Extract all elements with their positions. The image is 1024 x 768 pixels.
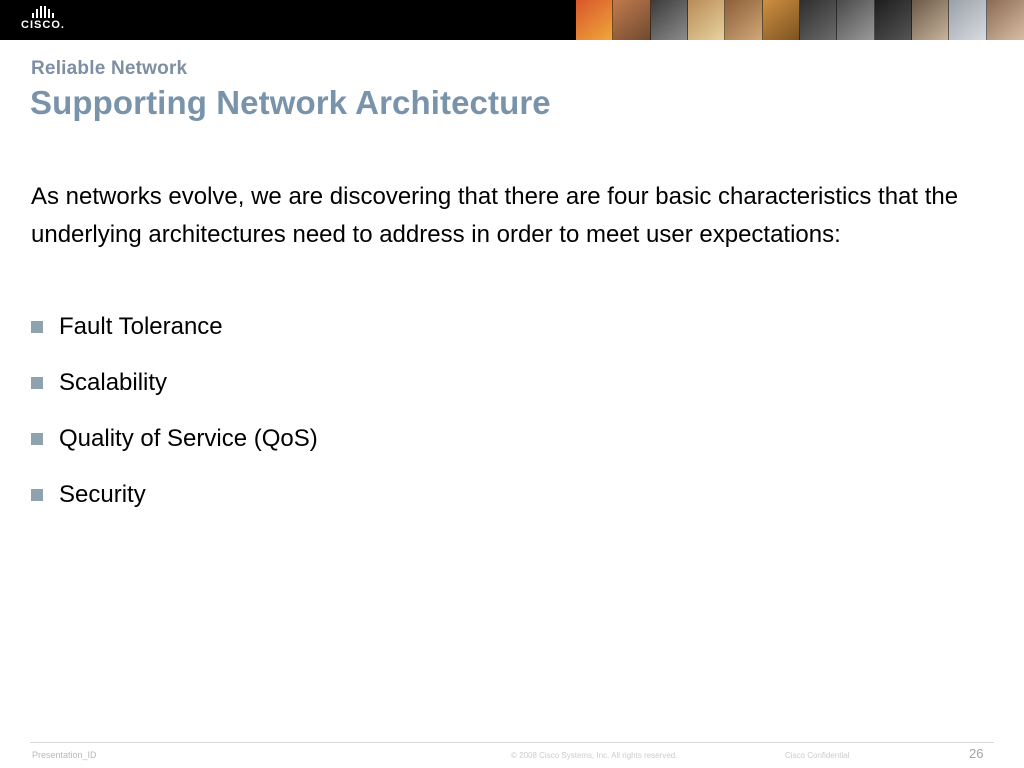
square-bullet-icon	[31, 489, 43, 501]
banner-photo	[576, 0, 613, 40]
footer-confidentiality: Cisco Confidential	[785, 751, 850, 760]
footer-presentation-id: Presentation_ID	[32, 750, 97, 760]
banner-photo	[800, 0, 837, 40]
footer-copyright: © 2008 Cisco Systems, Inc. All rights reserved.	[511, 751, 678, 760]
banner-photo	[763, 0, 800, 40]
list-item-label: Scalability	[59, 369, 168, 396]
banner-photo	[987, 0, 1024, 40]
list-item	[31, 424, 931, 454]
intro-paragraph: As networks evolve, we are discovering that there are four basic characteristics that the underlying architectures need to address in order to meet user expectations:	[31, 183, 959, 248]
slide-kicker: Reliable Network	[31, 58, 188, 79]
page-title: Supporting Network Architecture	[30, 84, 551, 121]
banner-photo	[875, 0, 912, 40]
banner-photo	[837, 0, 874, 40]
list-item-label: Fault Tolerance	[59, 313, 223, 340]
square-bullet-icon	[31, 433, 43, 445]
banner-photo	[651, 0, 688, 40]
cisco-wordmark: CISCO.	[21, 19, 65, 31]
top-banner	[0, 0, 1024, 40]
banner-photo	[912, 0, 949, 40]
list-item	[31, 312, 931, 342]
list-item-label: Security	[59, 481, 146, 508]
cisco-bridge-icon	[12, 5, 74, 18]
list-item	[31, 480, 931, 510]
list-item	[31, 368, 931, 398]
banner-photo	[725, 0, 762, 40]
footer-divider	[30, 742, 994, 743]
list-item-label: Quality of Service (QoS)	[59, 425, 318, 452]
footer-page-number: 26	[969, 746, 984, 761]
square-bullet-icon	[31, 377, 43, 389]
banner-photo	[688, 0, 725, 40]
cisco-logo	[12, 5, 74, 35]
banner-photo-strip	[576, 0, 1024, 40]
square-bullet-icon	[31, 321, 43, 333]
banner-photo	[613, 0, 650, 40]
bullet-list	[31, 312, 931, 536]
banner-photo	[949, 0, 986, 40]
